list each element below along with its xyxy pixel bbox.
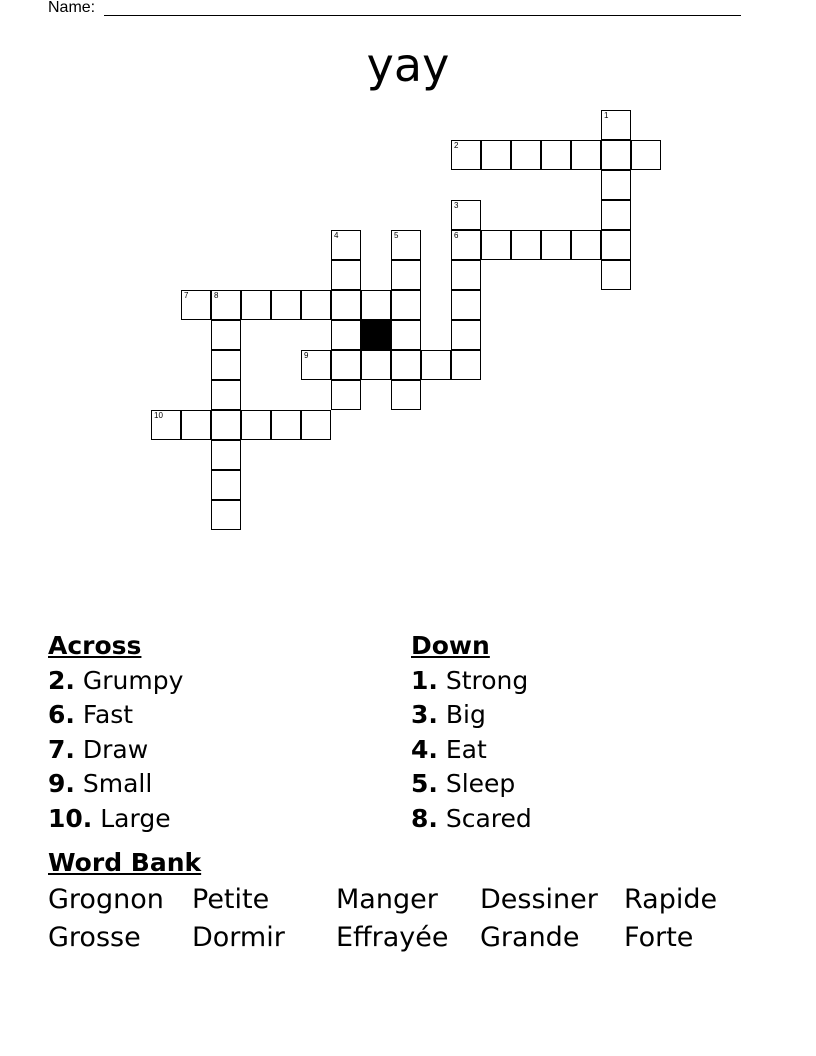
clue-number: 7. — [48, 734, 75, 764]
clue-text: Eat — [445, 734, 487, 764]
clue-item — [411, 767, 532, 802]
clue-number: 2. — [48, 665, 75, 695]
grid-cell[interactable] — [301, 350, 331, 380]
grid-cell[interactable] — [301, 290, 331, 320]
name-label: Name: — [48, 0, 96, 16]
grid-cell[interactable] — [391, 290, 421, 320]
grid-cell[interactable] — [331, 320, 361, 350]
grid-cell[interactable] — [451, 350, 481, 380]
puzzle-title: yay — [366, 38, 450, 92]
cell-number: 8 — [214, 291, 219, 300]
grid-cell[interactable] — [211, 290, 241, 320]
word-bank-item: Manger — [336, 884, 438, 915]
down-heading: Down — [411, 631, 490, 660]
grid-cell[interactable] — [451, 140, 481, 170]
grid-cell[interactable] — [391, 260, 421, 290]
clue-number: 6. — [48, 700, 75, 729]
grid-cell[interactable] — [601, 260, 631, 290]
clue-item — [48, 733, 183, 768]
grid-cell[interactable] — [211, 440, 241, 470]
clue-number: 5. — [411, 769, 438, 798]
grid-cell[interactable] — [391, 320, 421, 350]
grid-cell[interactable] — [481, 230, 511, 260]
grid-cell[interactable] — [451, 290, 481, 320]
clue-item — [411, 664, 532, 699]
grid-cell[interactable] — [421, 350, 451, 380]
clue-text: Draw — [82, 734, 149, 764]
grid-cell[interactable] — [571, 140, 601, 170]
grid-cell[interactable] — [361, 350, 391, 380]
grid-cell[interactable] — [211, 350, 241, 380]
word-bank-item: Effrayée — [336, 922, 449, 953]
word-bank-item: Dormir — [192, 922, 285, 953]
blocked-cell — [361, 320, 391, 350]
cell-number: 10 — [154, 411, 163, 420]
clue-number: 10. — [48, 803, 93, 833]
clue-text: Grumpy — [82, 665, 184, 695]
clue-item — [411, 733, 532, 768]
grid-cell[interactable] — [511, 140, 541, 170]
grid-cell[interactable] — [211, 410, 241, 440]
clue-number: 9. — [48, 769, 75, 798]
grid-cell[interactable] — [331, 230, 361, 260]
clue-item — [411, 802, 532, 837]
grid-cell[interactable] — [481, 140, 511, 170]
clue-item — [48, 767, 183, 802]
clue-text: Scared — [445, 803, 532, 833]
grid-cell[interactable] — [451, 230, 481, 260]
grid-cell[interactable] — [181, 290, 211, 320]
word-bank-item: Dessiner — [480, 884, 598, 915]
grid-cell[interactable] — [451, 200, 481, 230]
cell-number: 7 — [184, 291, 189, 300]
grid-cell[interactable] — [331, 350, 361, 380]
grid-cell[interactable] — [451, 260, 481, 290]
clue-text: Strong — [445, 665, 529, 695]
grid-cell[interactable] — [211, 320, 241, 350]
grid-cell[interactable] — [211, 380, 241, 410]
clue-number: 3. — [411, 700, 438, 729]
grid-cell[interactable] — [271, 290, 301, 320]
across-heading: Across — [48, 631, 142, 660]
clue-item — [48, 802, 183, 837]
cell-number: 4 — [334, 231, 339, 240]
grid-cell[interactable] — [331, 290, 361, 320]
grid-cell[interactable] — [331, 380, 361, 410]
grid-cell[interactable] — [451, 320, 481, 350]
grid-cell[interactable] — [391, 350, 421, 380]
cell-number: 2 — [454, 141, 459, 150]
clue-text: Sleep — [445, 769, 516, 798]
cell-number: 1 — [604, 111, 609, 120]
grid-cell[interactable] — [601, 230, 631, 260]
grid-cell[interactable] — [211, 470, 241, 500]
grid-cell[interactable] — [541, 140, 571, 170]
cell-number: 3 — [454, 201, 459, 210]
grid-cell[interactable] — [601, 110, 631, 140]
grid-cell[interactable] — [331, 260, 361, 290]
clue-number: 8. — [411, 803, 438, 833]
word-bank-item: Forte — [624, 922, 694, 953]
grid-cell[interactable] — [571, 230, 601, 260]
clue-number: 4. — [411, 734, 438, 764]
cell-number: 9 — [304, 351, 309, 360]
word-bank-item: Grande — [480, 922, 580, 953]
grid-cell[interactable] — [301, 410, 331, 440]
down-clues — [411, 629, 532, 836]
grid-cell[interactable] — [601, 170, 631, 200]
word-bank-heading: Word Bank — [48, 848, 202, 877]
grid-cell[interactable] — [541, 230, 571, 260]
grid-cell[interactable] — [241, 290, 271, 320]
grid-cell[interactable] — [391, 230, 421, 260]
clue-text: Big — [445, 700, 486, 729]
clue-item — [48, 664, 183, 699]
across-clues — [48, 629, 183, 836]
grid-cell[interactable] — [181, 410, 211, 440]
grid-cell[interactable] — [151, 410, 181, 440]
clue-text: Large — [100, 803, 171, 833]
clue-number: 1. — [411, 665, 438, 695]
cell-number: 6 — [454, 231, 459, 240]
clue-text: Small — [82, 769, 153, 798]
clue-item — [411, 698, 532, 733]
grid-cell[interactable] — [361, 290, 391, 320]
grid-cell[interactable] — [391, 380, 421, 410]
cell-number: 5 — [394, 231, 399, 240]
grid-cell[interactable] — [601, 140, 631, 170]
grid-cell[interactable] — [241, 410, 271, 440]
word-bank-item: Petite — [192, 884, 270, 915]
word-bank-item: Rapide — [624, 884, 718, 915]
clue-item — [48, 698, 183, 733]
word-bank-item: Grognon — [48, 884, 164, 915]
grid-cell[interactable] — [211, 500, 241, 530]
grid-cell[interactable] — [511, 230, 541, 260]
grid-cell[interactable] — [601, 200, 631, 230]
clue-text: Fast — [82, 700, 134, 729]
grid-cell[interactable] — [271, 410, 301, 440]
grid-cell[interactable] — [631, 140, 661, 170]
word-bank-item: Grosse — [48, 922, 141, 953]
